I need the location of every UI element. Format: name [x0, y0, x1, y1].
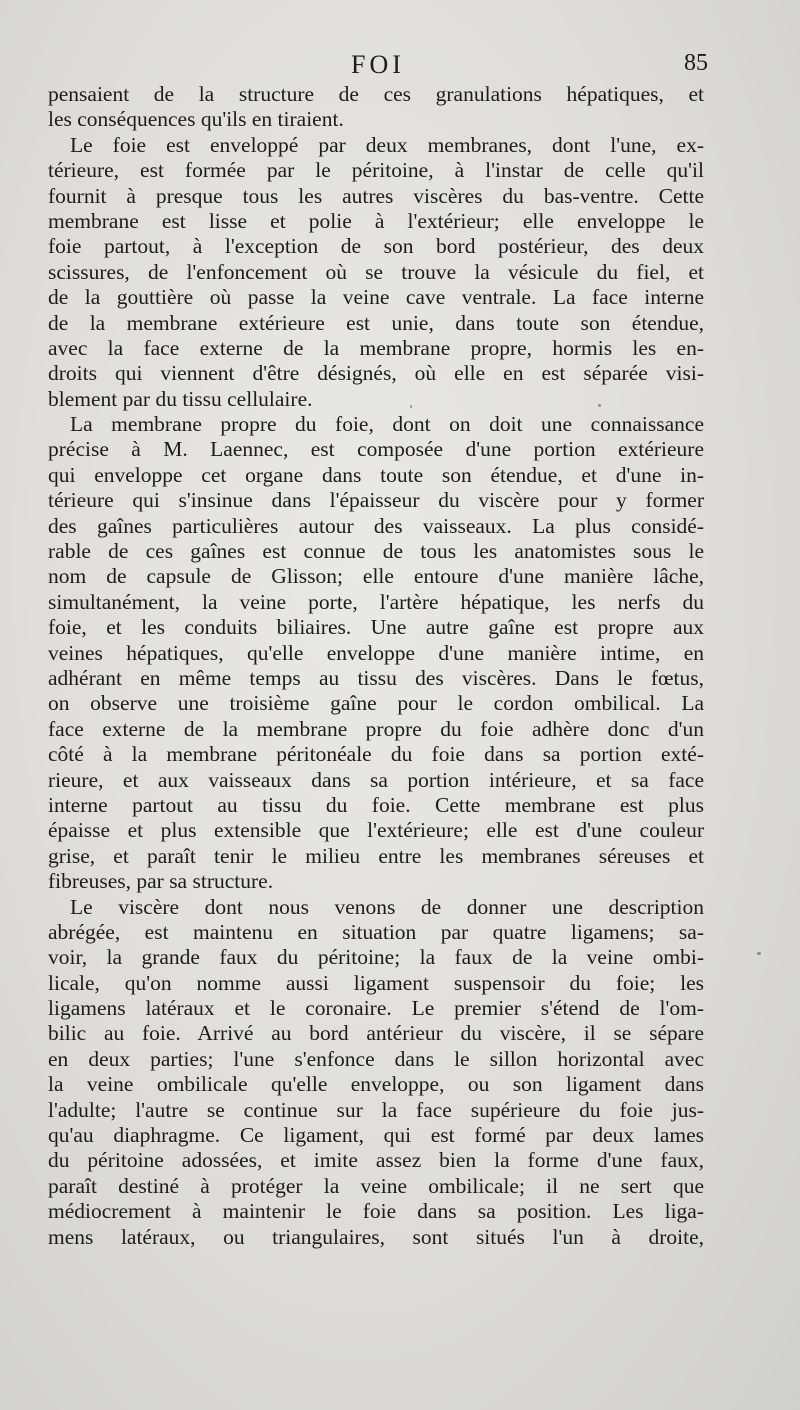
- text-line: face externe de la membrane propre du foie adhère donc d'un: [48, 716, 704, 741]
- text-line: épaisse et plus extensible que l'extérieure; elle est d'une couleur: [48, 818, 704, 843]
- text-line: térieure, est formée par le péritoine, à l'instar de celle qu'il: [48, 158, 704, 183]
- text-line: du péritoine adossées, et imite assez bien la forme d'une faux,: [48, 1148, 704, 1173]
- text-line: fibreuses, par sa structure.: [48, 869, 274, 894]
- text-line: adhérant en même temps au tissu des viscères. Dans le fœtus,: [48, 665, 704, 690]
- text-line: Le viscère dont nous venons de donner une description: [70, 894, 704, 919]
- text-line: licale, qu'on nomme aussi ligament suspensoir du foie; les: [48, 970, 704, 995]
- ink-speck: [410, 405, 412, 408]
- text-line: précise à M. Laennec, est composée d'une portion extérieure: [48, 437, 704, 462]
- text-line: bilic au foie. Arrivé au bord antérieur du viscère, il se sépare: [48, 1021, 704, 1046]
- text-line: l'adulte; l'autre se continue sur la face supérieure du foie jus-: [48, 1097, 704, 1122]
- text-line: rieure, et aux vaisseaux dans sa portion intérieure, et sa face: [48, 767, 704, 792]
- text-line: interne partout au tissu du foie. Cette membrane est plus: [48, 792, 704, 817]
- text-line: blement par du tissu cellulaire.: [48, 386, 313, 411]
- text-line: nom de capsule de Glisson; elle entoure d'une manière lâche,: [48, 564, 704, 589]
- text-line: La membrane propre du foie, dont on doit une connaissance: [70, 412, 704, 437]
- text-line: des gaînes particulières autour des vaisseaux. La plus considé-: [48, 513, 704, 538]
- text-line: médiocrement à maintenir le foie dans sa position. Les liga-: [48, 1199, 704, 1224]
- text-line: voir, la grande faux du péritoine; la faux de la veine ombi-: [48, 945, 704, 970]
- text-line: simultanément, la veine porte, l'artère hépatique, les nerfs du: [48, 589, 704, 614]
- text-line: térieure qui s'insinue dans l'épaisseur du viscère pour y former: [48, 488, 704, 513]
- text-line: mens latéraux, ou triangulaires, sont situés l'un à droite,: [48, 1224, 704, 1249]
- text-line: qui enveloppe cet organe dans toute son étendue, et d'une in-: [48, 462, 704, 487]
- text-line: scissures, de l'enfoncement où se trouve la vésicule du fiel, et: [48, 259, 704, 284]
- text-line: ligamens latéraux et le coronaire. Le premier s'étend de l'om-: [48, 996, 704, 1021]
- text-line: grise, et paraît tenir le milieu entre les membranes séreuses et: [48, 843, 704, 868]
- text-line: qu'au diaphragme. Ce ligament, qui est formé par deux lames: [48, 1123, 704, 1148]
- text-line: la veine ombilicale qu'elle enveloppe, ou son ligament dans: [48, 1072, 704, 1097]
- text-line: paraît destiné à protéger la veine ombilicale; il ne sert que: [48, 1173, 704, 1198]
- text-line: avec la face externe de la membrane propre, hormis les en-: [48, 335, 704, 360]
- running-head: [48, 50, 708, 86]
- text-line: côté à la membrane péritonéale du foie dans sa portion exté-: [48, 742, 704, 767]
- text-line: de la gouttière où passe la veine cave ventrale. La face interne: [48, 285, 704, 310]
- text-line: en deux parties; l'une s'enfonce dans le sillon horizontal avec: [48, 1046, 704, 1071]
- text-line: les conséquences qu'ils en tiraient.: [48, 107, 344, 132]
- text-line: on observe une troisième gaîne pour le cordon ombilical. La: [48, 691, 704, 716]
- text-line: fournit à presque tous les autres viscères du bas-ventre. Cette: [48, 183, 704, 208]
- text-line: pensaient de la structure de ces granulations hépatiques, et: [48, 82, 704, 106]
- text-line: veines hépatiques, qu'elle enveloppe d'une manière intime, en: [48, 640, 704, 665]
- text-line: droits qui viennent d'être désignés, où elle en est séparée visi-: [48, 361, 704, 386]
- text-line: Le foie est enveloppé par deux membranes, dont l'une, ex-: [70, 132, 704, 157]
- body-text: [48, 82, 704, 1250]
- text-line: membrane est lisse et polie à l'extérieur; elle enveloppe le: [48, 208, 704, 233]
- text-line: foie, et les conduits biliaires. Une autre gaîne est propre aux: [48, 615, 704, 640]
- page-number: 85: [684, 50, 708, 76]
- text-line: de la membrane extérieure est unie, dans toute son étendue,: [48, 310, 704, 335]
- running-title: FOI: [351, 50, 405, 79]
- text-line: foie partout, à l'exception de son bord postérieur, des deux: [48, 234, 704, 259]
- ink-speck: [598, 404, 601, 407]
- text-line: abrégée, est maintenu en situation par quatre ligamens; sa-: [48, 919, 704, 944]
- text-line: rable de ces gaînes est connue de tous les anatomistes sous le: [48, 539, 704, 564]
- ink-speck: [757, 952, 761, 955]
